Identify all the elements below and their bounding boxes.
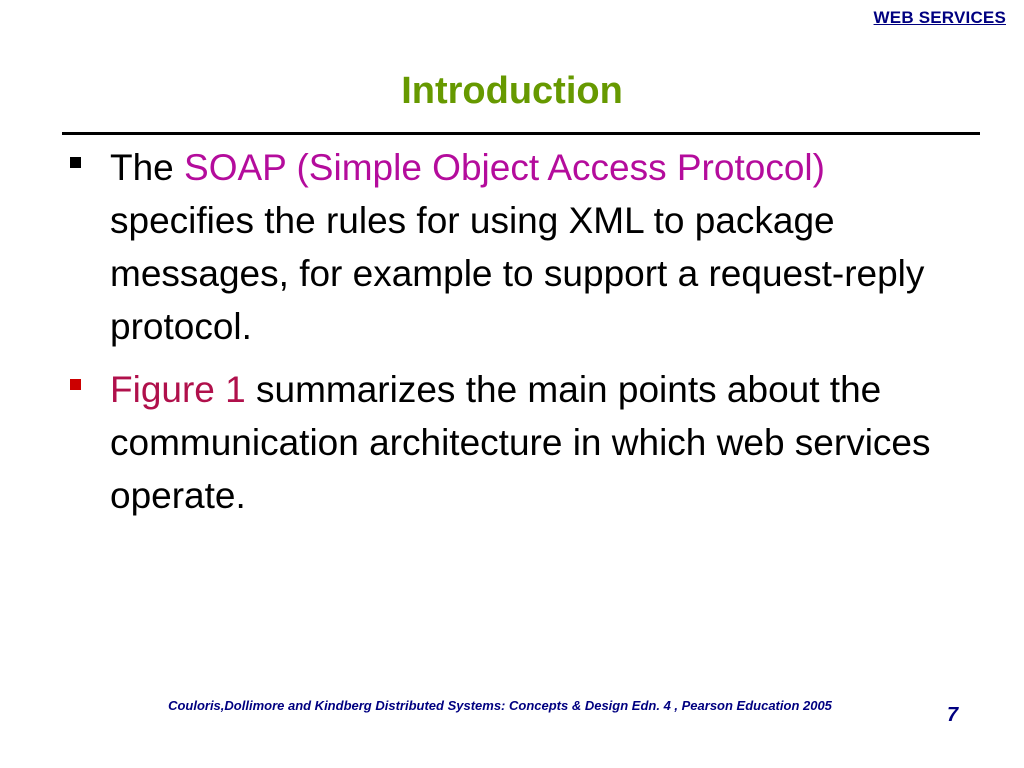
footer-citation: Couloris,Dollimore and Kindberg Distributed Systems: Concepts & Design Edn. 4 , Pearson Education 2005	[168, 698, 832, 713]
square-bullet-icon	[70, 157, 81, 168]
bullet-body-text: summarizes the main points about the communication architecture in which web services operate.	[110, 369, 931, 516]
bullet-lead-text: The	[110, 147, 185, 188]
soap-term-highlight: SOAP (Simple Object Access Protocol)	[184, 147, 825, 188]
square-bullet-icon	[70, 379, 81, 390]
bullet-item-figure	[64, 363, 974, 522]
bullet-item-soap	[64, 141, 974, 353]
title-divider	[62, 132, 980, 135]
section-header-label: WEB SERVICES	[873, 8, 1006, 27]
slide-number: 7	[947, 704, 959, 726]
figure-reference-highlight: Figure 1	[110, 369, 246, 410]
bullet-body-text: specifies the rules for using XML to package messages, for example to support a request-reply protocol.	[110, 200, 925, 347]
slide-title: Introduction	[401, 70, 623, 112]
bullet-list	[64, 141, 974, 532]
